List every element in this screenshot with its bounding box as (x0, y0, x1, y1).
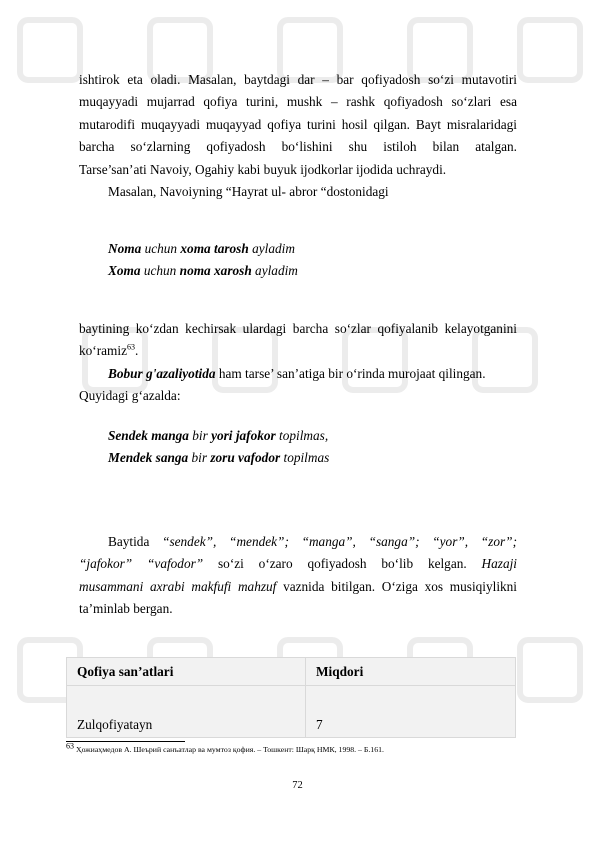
text-line (79, 576, 517, 598)
text-line: muqayyadi mujarrad qofiya turini, mushk – rashk qofiyadosh so‘zlari esa (79, 94, 517, 110)
paragraph-all-words-rhyme (79, 318, 517, 408)
text-fragment: ham tarse’ san’atiga bir o‘rinda murojaat qilingan. (215, 365, 486, 381)
poem-word: Mendek sanga (108, 450, 189, 465)
paragraph-ghazal-intro: Quyidagi g‘azalda: (79, 388, 181, 404)
text-line (79, 340, 517, 362)
poem-word: Xoma (108, 263, 141, 278)
poem-line (108, 238, 298, 260)
poem-word: xoma tarosh (180, 241, 249, 256)
footnote-text: Ҳожиаҳмедов А. Шеърий санъатлар ва мумтоз қофия. – Тошкент: Шарқ НМК, 1998. – Б.161. (74, 745, 384, 754)
poem-word: uchun (141, 241, 181, 256)
text-line: ishtirok eta oladi. Masalan, baytdagi dar – bar qofiyadosh so‘zi mutavotiri (79, 72, 517, 87)
paragraph-bobur (79, 363, 517, 385)
text-line: baytining ko‘zdan kechirsak ulardagi barcha so‘zlar qofiyalanib kelayotganini (79, 321, 517, 336)
footnote-ref[interactable]: 63 (127, 342, 135, 352)
table-cell: Zulqofiyatayn (67, 686, 306, 738)
text-fragment: ko‘ramiz (79, 343, 127, 359)
footnote-divider (66, 741, 185, 742)
table-row (67, 686, 516, 738)
table-header-cell: Qofiya san’atlari (67, 658, 306, 686)
poem-bobur (108, 425, 329, 469)
text-fragment: musammani axrabi makfufi mahzuf (79, 578, 277, 594)
poem-line (108, 260, 298, 282)
poem-word: uchun (140, 263, 180, 278)
table-header-row (67, 658, 516, 686)
footnote-number: 63 (66, 741, 74, 751)
poem-word: Noma (108, 241, 142, 256)
text-fragment: “jafokor” “vafodor” (79, 556, 204, 572)
poem-word: topilmas, (275, 428, 329, 443)
text-fragment: . (135, 343, 139, 359)
poem-line (108, 447, 329, 469)
text-fragment: “sendek”, “mendek”; “manga”, “sanga”; “yor”, “zor”; (162, 534, 517, 549)
text-line: Tarse’san’ati Navoiy, Ogahiy kabi buyuk ijodkorlar ijodida uchraydi. (79, 161, 447, 177)
paragraph-tarse-intro (79, 69, 517, 203)
poem-word: yori jafokor (211, 428, 276, 443)
text-fragment: Baytida (108, 534, 163, 549)
poem-word: bir (188, 450, 211, 465)
text-line (79, 553, 517, 575)
poem-line (108, 425, 329, 447)
text-fragment: so‘zi o‘zaro qofiyadosh bo‘lib kelgan. (203, 556, 482, 572)
text-line: ta’minlab bergan. (79, 601, 173, 617)
poem-word: zoru vafodor (210, 450, 281, 465)
rhyme-arts-table (66, 657, 516, 738)
poem-word: noma xarosh (179, 263, 252, 278)
text-line: mutarodifi muqayyadi muqayyad qofiya turini hosil qilgan. Bayt misralaridagi (79, 116, 517, 132)
poem-word: bir (188, 428, 212, 443)
page-number: 72 (292, 780, 303, 791)
table-header-cell: Miqdori (306, 658, 516, 686)
table-cell: 7 (306, 686, 516, 738)
poem-word: topilmas (280, 450, 330, 465)
poem-word: ayladim (251, 263, 298, 278)
poem-word: ayladim (248, 241, 295, 256)
poem-word: Sendek manga (108, 428, 189, 443)
text-line (79, 531, 517, 553)
paragraph-navoiy-example: Masalan, Navoiyning “Hayrat ul- abror “dostonidagi (108, 184, 389, 200)
text-fragment: vaznida bitilgan. O‘ziga xos musiqiylikni (276, 578, 518, 594)
paragraph-rhyme-analysis (79, 531, 517, 621)
poem-navoiy (108, 238, 298, 282)
footnote (66, 741, 384, 754)
text-fragment: Hazaji (481, 556, 517, 572)
text-line: barcha so‘zlarning qofiyadosh bo‘lishini shu istiloh bilan atalgan. (79, 139, 517, 155)
bobur-heading: Bobur g'azaliyotida (108, 365, 216, 381)
